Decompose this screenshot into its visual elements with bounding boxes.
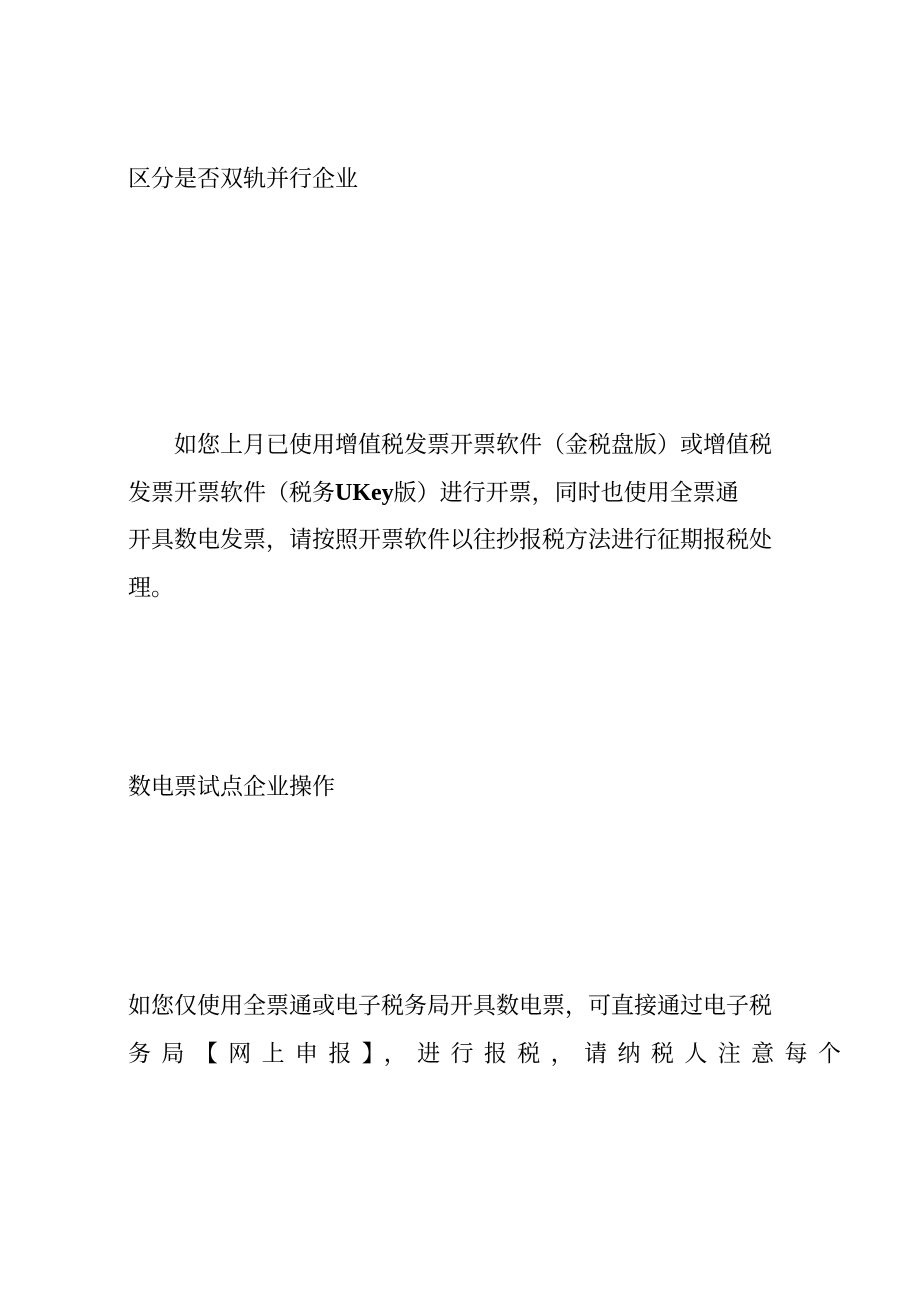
ukey-term: UKey [335, 479, 394, 506]
text-segment: 版）进行开票，同时也使用全票通 [393, 479, 739, 506]
section-heading-pilot-enterprise: 数电票试点企业操作 [128, 774, 335, 800]
paragraph-line: 如您上月已使用增值税发票开票软件（金税盘版）或增值税 [174, 432, 772, 458]
paragraph-line [128, 470, 780, 518]
section-heading-dual-track: 区分是否双轨并行企业 [128, 166, 358, 192]
paragraph-line: 开具数电发票，请按照开票软件以往抄报税方法进行征期报税处 [128, 527, 772, 553]
paragraph-pilot-enterprise [128, 983, 852, 1078]
text-segment: 发票开票软件（税务 [128, 479, 335, 506]
paragraph-line: 务局【网上申报】，进行报税，请纳税人注意每个 [128, 1040, 852, 1067]
paragraph-dual-track [128, 422, 780, 612]
paragraph-line: 如您仅使用全票通或电子税务局开具数电票，可直接通过电子税 [128, 993, 772, 1019]
paragraph-line: 理。 [128, 574, 174, 601]
